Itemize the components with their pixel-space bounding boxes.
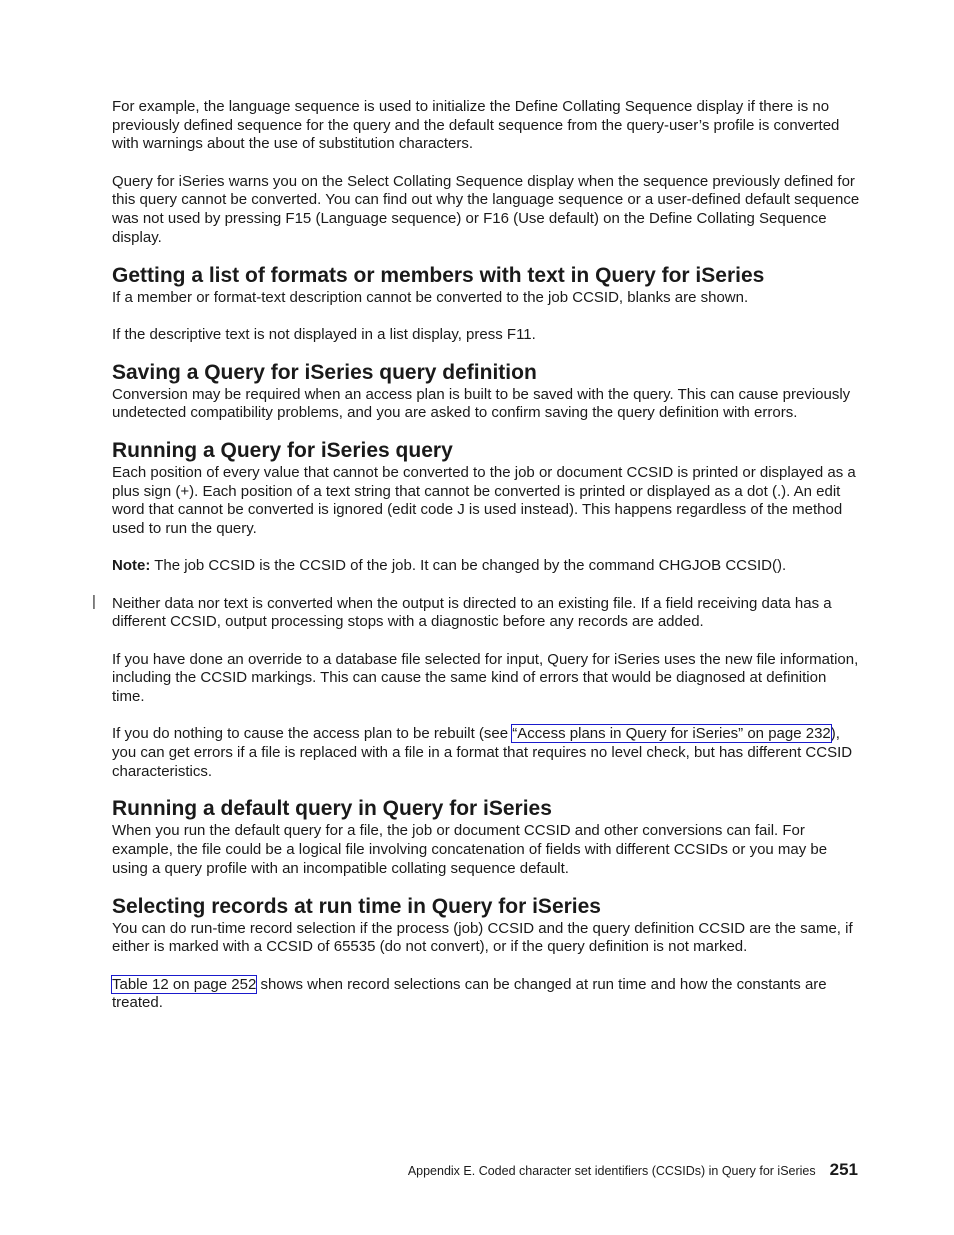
- note: [112, 557, 860, 576]
- paragraph-running-conversion: Each position of every value that cannot be converted to the job or document CCSID is printed or displayed as a plus sign (+). Each position of a text string that cannot be converted is printed or displayed as a dot (.). An edit word that cannot be converted is ignored (edit code J is used instead). This happens regardless of the method used to run the query.: [112, 463, 856, 538]
- table-12-link[interactable]: Table 12 on page 252: [112, 975, 257, 993]
- footer-text: Appendix E. Coded character set identifiers (CCSIDs) in Query for iSeries: [407, 1164, 816, 1178]
- paragraph-language-sequence: For example, the language sequence is used to initialize the Define Collating Sequence display if there is no previously defined sequence for the query and the default sequence from the query-user’s profile is converted with warnings about the use of substitution characters.: [112, 98, 840, 153]
- page-number: 251: [829, 1160, 858, 1179]
- page-content: [112, 98, 860, 1013]
- paragraph-table-reference: [112, 976, 860, 1013]
- change-bar: |: [92, 593, 96, 610]
- page-footer: [408, 1160, 858, 1180]
- heading-default-query: Running a default query in Query for iSeries: [112, 797, 552, 821]
- paragraph-format-text: If a member or format-text description cannot be converted to the job CCSID, blanks are shown.: [112, 288, 749, 306]
- paragraph-runtime-selection: You can do run-time record selection if the process (job) CCSID and the query definition CCSID are the same, if either is marked with a CCSID of 65535 (do not convert), or if the query definition is not marked.: [112, 919, 853, 956]
- note-label: Note:: [112, 557, 151, 575]
- paragraph-access-plan: [112, 725, 860, 781]
- paragraph-default-query: When you run the default query for a file, the job or document CCSID and other conversions can fail. For example, the file could be a logical file involving concatenation of fields with different CCSIDs or you may be using a query profile with an incompatible collating sequence default.: [112, 822, 828, 877]
- note-text: The job CCSID is the CCSID of the job. It can be changed by the command CHGJOB CCSID().: [150, 557, 787, 575]
- heading-selecting-records: Selecting records at run time in Query for iSeries: [112, 894, 601, 918]
- paragraph-saving-conversion: Conversion may be required when an access plan is built to be saved with the query. This can cause previously undetected compatibility problems, and you are asked to confirm saving the query definition with errors.: [112, 385, 851, 422]
- access-plans-link[interactable]: “Access plans in Query for iSeries” on page 232: [512, 725, 831, 743]
- table-reference-text: shows when record selections can be changed at run time and how the constants are treated.: [112, 975, 827, 1012]
- paragraph-output-existing-file: Neither data nor text is converted when the output is directed to an existing file. If a field receiving data has a different CCSID, output processing stops with a diagnostic before any records are added.: [112, 594, 832, 631]
- paragraph-collating-warning: Query for iSeries warns you on the Select Collating Sequence display when the sequence previously defined for this query cannot be converted. You can find out why the language sequence or a user-defined default sequence was not used by pressing F15 (Language sequence) or F16 (Use default) on the Define Collating Sequence display.: [112, 172, 860, 246]
- paragraph-override: If you have done an override to a database file selected for input, Query for iSeries uses the new file information, including the CCSID markings. This can cause the same kind of errors that would be diagnosed at definition time.: [112, 650, 859, 706]
- heading-running-query: Running a Query for iSeries query: [112, 438, 453, 462]
- heading-saving-query: Saving a Query for iSeries query definition: [112, 360, 537, 384]
- access-plan-text-before: If you do nothing to cause the access plan to be rebuilt (see: [112, 725, 513, 743]
- heading-formats-members: Getting a list of formats or members with text in Query for iSeries: [112, 263, 765, 287]
- access-plan-text-after: ), you can get errors if a file is replaced with a file in a format that requires no level check, but has different CCSID characteristics.: [112, 725, 853, 780]
- paragraph-press-f11: If the descriptive text is not displayed in a list display, press F11.: [112, 325, 536, 343]
